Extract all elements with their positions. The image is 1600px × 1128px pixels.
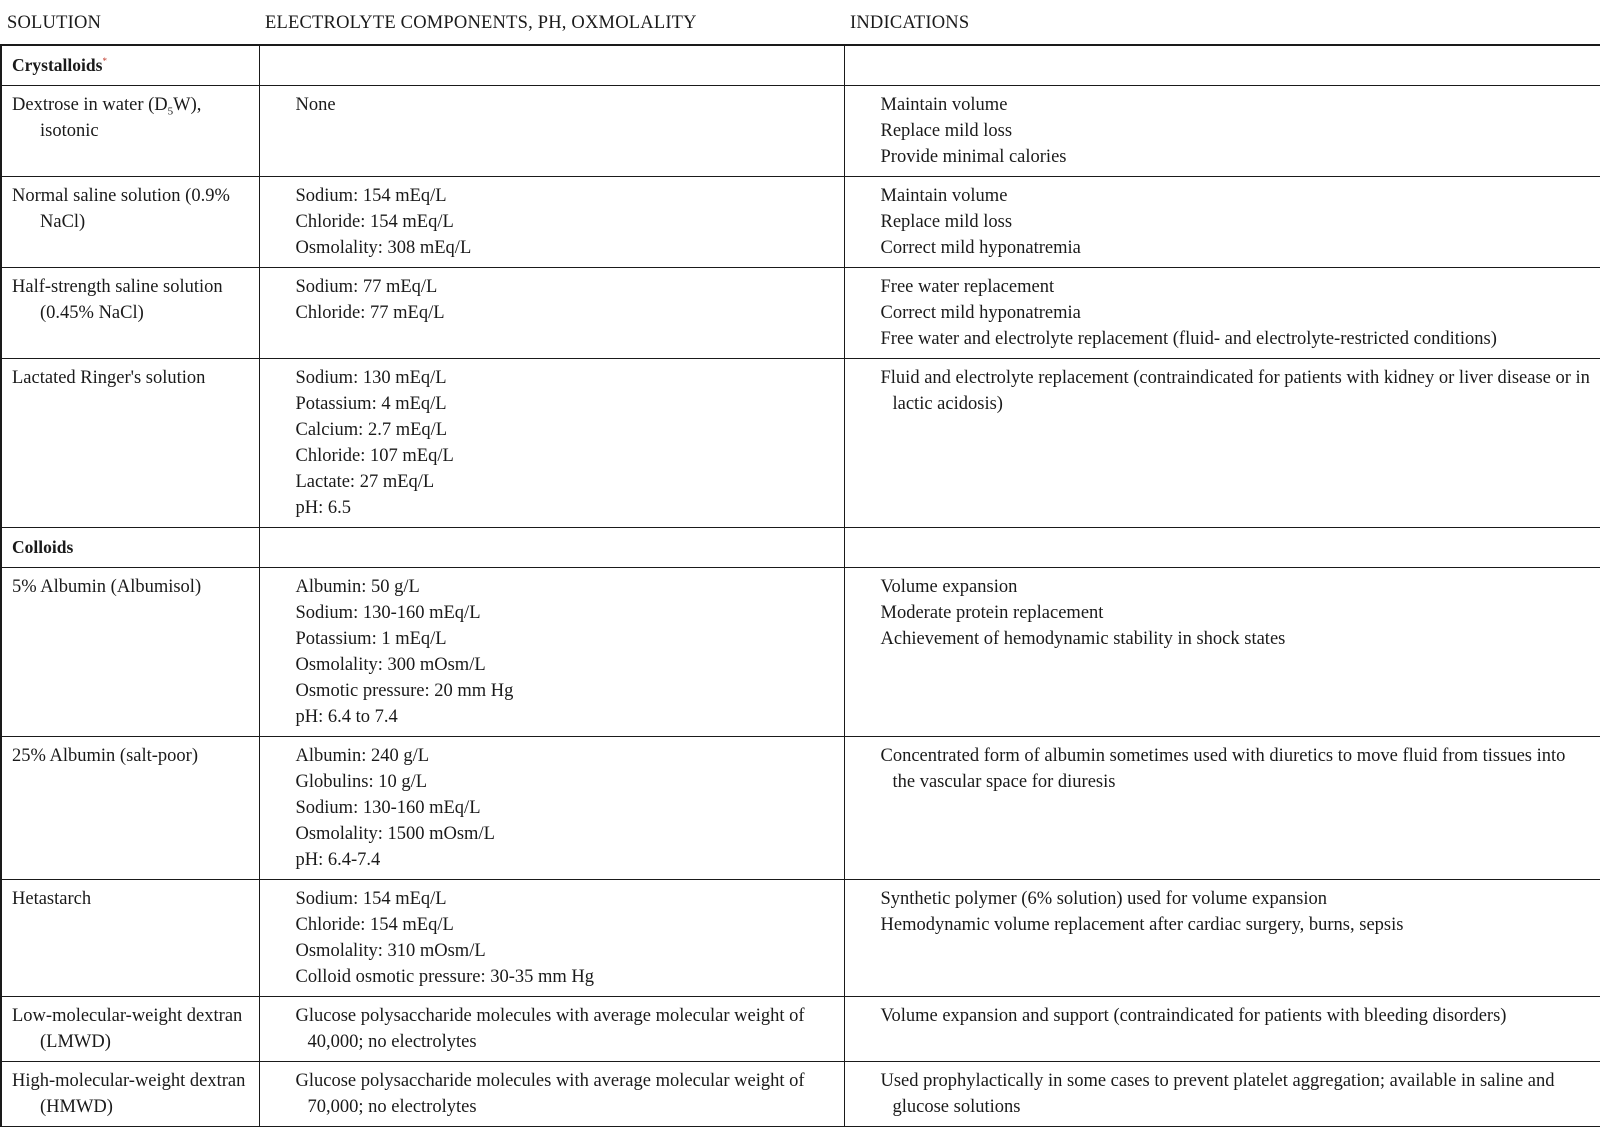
solution-name: Lactated Ringer's solution	[12, 368, 206, 388]
electrolytes-cell: Albumin: 240 g/L Globulins: 10 g/L Sodium: 130-160 mEq/L Osmolality: 1500 mOsm/L pH: 6.4-7.4	[259, 737, 844, 880]
section-label-cell	[1, 45, 259, 86]
solution-name: Dextrose in water (D	[12, 95, 168, 115]
electrolytes-cell: Sodium: 154 mEq/L Chloride: 154 mEq/L Osmolality: 310 mOsm/L Colloid osmotic pressure: 30-35 mm Hg	[259, 880, 844, 997]
table-row-albumin-25	[1, 737, 1600, 880]
header-electrolytes: ELECTROLYTE COMPONENTS, PH, OXMOLALITY	[259, 0, 844, 45]
solution-name-cell	[1, 737, 259, 880]
electrolytes-cell: Sodium: 77 mEq/L Chloride: 77 mEq/L	[259, 268, 844, 359]
electrolytes-cell: None	[259, 86, 844, 177]
table-row-albumin-5	[1, 568, 1600, 737]
solution-name-cell: Dextrose in water $(D_5W)$, isotonic	[1, 86, 259, 177]
solution-name-cell	[1, 268, 259, 359]
electrolytes-cell: Glucose polysaccharide molecules with average molecular weight of 40,000; no electrolytes	[259, 997, 844, 1062]
solution-name: Hetastarch	[12, 889, 92, 909]
table-row-lmwd	[1, 997, 1600, 1062]
solution-name-cell	[1, 568, 259, 737]
solution-name: 25% Albumin (salt-poor)	[12, 746, 199, 766]
section-title-colloids: Colloids	[12, 537, 74, 557]
solution-name: Normal saline solution (0.9% NaCl)	[12, 186, 230, 232]
section-title-crystalloids: Crystalloids	[12, 55, 103, 75]
table-row-lactated-ringers	[1, 359, 1600, 528]
electrolytes-cell: Sodium: 154 mEq/L Chloride: 154 mEq/L Osmolality: 308 mEq/L	[259, 177, 844, 268]
indications-cell: Volume expansion Moderate protein replacement Achievement of hemodynamic stability in shock states	[844, 568, 1600, 737]
indications-cell: Maintain volume Replace mild loss Provide minimal calories	[844, 86, 1600, 177]
solution-name-cell	[1, 1062, 259, 1127]
solution-name-cell	[1, 880, 259, 997]
solution-name-cell	[1, 177, 259, 268]
indications-cell: Synthetic polymer (6% solution) used for volume expansion Hemodynamic volume replacement after cardiac surgery, burns, sepsis	[844, 880, 1600, 997]
indications-cell: Volume expansion and support (contraindicated for patients with bleeding disorders)	[844, 997, 1600, 1062]
header-indications: INDICATIONS	[844, 0, 1600, 45]
indications-cell: Used prophylactically in some cases to prevent platelet aggregation; available in saline and glucose solutions	[844, 1062, 1600, 1127]
solution-name: High-molecular-weight dextran (HMWD)	[12, 1071, 246, 1117]
solution-name: Half-strength saline solution (0.45% NaCl)	[12, 277, 223, 323]
table-row-d5w	[1, 86, 1600, 177]
indications-cell: Free water replacement Correct mild hyponatremia Free water and electrolyte replacement (fluid- and electrolyte-restricted conditions)	[844, 268, 1600, 359]
section-row-crystalloids	[1, 45, 1600, 86]
header-row	[1, 0, 1600, 45]
indications-cell: Maintain volume Replace mild loss Correct mild hyponatremia	[844, 177, 1600, 268]
electrolytes-cell: Sodium: 130 mEq/L Potassium: 4 mEq/L Calcium: 2.7 mEq/L Chloride: 107 mEq/L Lactate: 27 mEq/L pH: 6.5	[259, 359, 844, 528]
electrolytes-cell: Albumin: 50 g/L Sodium: 130-160 mEq/L Potassium: 1 mEq/L Osmolality: 300 mOsm/L Osmotic pressure: 20 mm Hg pH: 6.4 to 7.4	[259, 568, 844, 737]
electrolytes-cell: Glucose polysaccharide molecules with average molecular weight of 70,000; no electrolytes	[259, 1062, 844, 1127]
section-row-colloids	[1, 528, 1600, 568]
solution-name: 5% Albumin (Albumisol)	[12, 577, 202, 597]
table-row-hetastarch	[1, 880, 1600, 997]
table-row-hmwd	[1, 1062, 1600, 1127]
header-solution: SOLUTION	[1, 0, 259, 45]
section-label-cell	[1, 528, 259, 568]
table-row-half-saline	[1, 268, 1600, 359]
solution-name: Low-molecular-weight dextran (LMWD)	[12, 1006, 243, 1052]
indications-cell: Concentrated form of albumin sometimes used with diuretics to move fluid from tissues into the vascular space for diuresis	[844, 737, 1600, 880]
indications-cell: Fluid and electrolyte replacement (contraindicated for patients with kidney or liver disease or in lactic acidosis)	[844, 359, 1600, 528]
solution-name-cell	[1, 359, 259, 528]
solution-name-cell	[1, 997, 259, 1062]
footnote-marker: *	[102, 55, 107, 66]
table-row-normal-saline	[1, 177, 1600, 268]
